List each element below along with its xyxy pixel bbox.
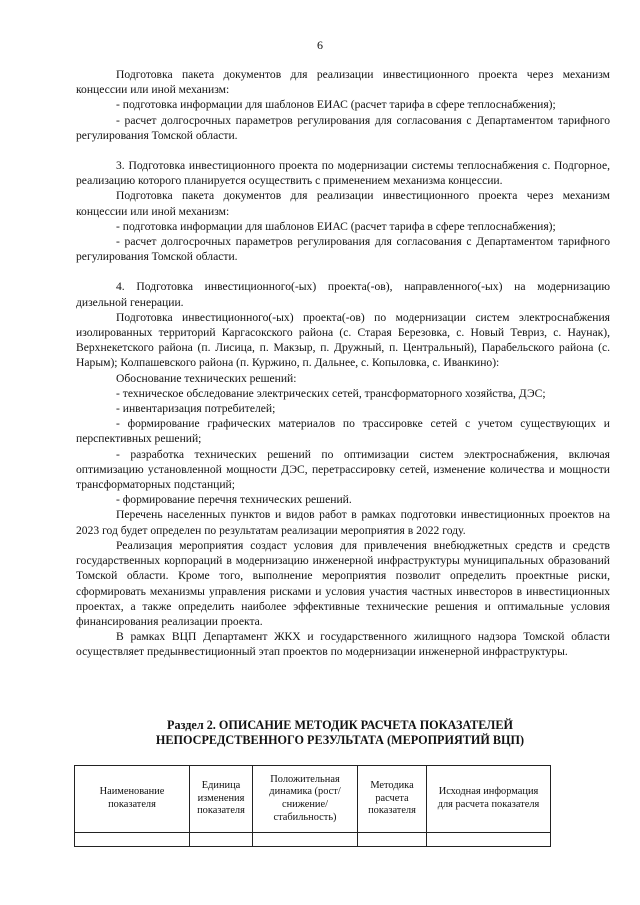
paragraph: - подготовка информации для шаблонов ЕИАС (расчет тарифа в сфере теплоснабжения); xyxy=(116,98,556,112)
paragraph: Подготовка пакета документов для реализации инвестиционного проекта через механизм концессии или иной механизм: xyxy=(76,189,610,218)
paragraph: Перечень населенных пунктов и видов работ в рамках подготовки инвестиционных проектов на 2023 год будет определен по результатам реализации мероприятия в 2022 году. xyxy=(76,508,610,537)
paragraph: Реализация мероприятия создаст условия для привлечения внебюджетных средств и средств государственных корпораций в модернизацию инженерной инфраструктуры муниципальных образований Томской области. Кроме того, выполнение мероприятия позволит определить проектные риски, сформировать механизмы управления рисками и условия участия частных инвесторов в инвестиционных проектах, а также определить наиболее эффективные технические решения и оптимальные условия финансирования реализации проекта. xyxy=(76,538,610,628)
paragraph: 3. Подготовка инвестиционного проекта по модернизации системы теплоснабжения с. Подгорное, реализацию которого планируется осуществить с применением механизма концессии. xyxy=(76,159,610,188)
paragraph: 4. Подготовка инвестиционного(-ых) проекта(-ов), направленного(-ых) на модернизацию дизельной генерации. xyxy=(76,280,610,309)
paragraph: Подготовка инвестиционного(-ых) проекта(-ов) по модернизации систем электроснабжения изолированных территорий Каргасокского района (с. Старая Березовка, с. Новый Тевриз, с. Наунак), Верхнекетского района (п. Лисица, п. Макзыр, п. Дружный, п. Центральный), Парабельского района (с. Нарым); Колпашевского района (п. Куржино, п. Дальнее, с. Копыловка, с. Иванкино): xyxy=(76,310,610,370)
table-cell xyxy=(427,833,551,847)
paragraph: Подготовка пакета документов для реализации инвестиционного проекта через механизм концессии или иной механизм: xyxy=(76,68,610,97)
paragraph: - формирование графических материалов по трассировке сетей с учетом существующих и перспективных решений; xyxy=(76,417,610,446)
table-cell xyxy=(358,833,427,847)
header-dynamics: Положительная динамика (рост/снижение/стабильность) xyxy=(253,766,358,833)
page-number: 6 xyxy=(317,38,323,52)
paragraph-gap xyxy=(76,143,610,158)
header-source-info: Исходная информация для расчета показателя xyxy=(427,766,551,833)
table-header-row xyxy=(75,766,551,833)
table-cell xyxy=(190,833,253,847)
header-unit: Единица изменения показателя xyxy=(190,766,253,833)
paragraph: - формирование перечня технических решений. xyxy=(116,493,352,507)
table-cell xyxy=(253,833,358,847)
paragraph: - расчет долгосрочных параметров регулирования для согласования с Департаментом тарифного регулирования Томской области. xyxy=(76,235,610,264)
section-heading-line-1: Раздел 2. ОПИСАНИЕ МЕТОДИК РАСЧЕТА ПОКАЗАТЕЛЕЙ xyxy=(167,718,513,732)
paragraph: - техническое обследование электрических сетей, трансформаторного хозяйства, ДЭС; xyxy=(116,386,546,400)
section-heading-line-2: НЕПОСРЕДСТВЕННОГО РЕЗУЛЬТАТА (МЕРОПРИЯТИЙ ВЦП) xyxy=(155,733,525,747)
table-cell xyxy=(75,833,190,847)
paragraph: - инвентаризация потребителей; xyxy=(116,402,276,416)
paragraph: В рамках ВЦП Департамент ЖКХ и государственного жилищного надзора Томской области осуществляет предынвестиционный этап проектов по модернизации инженерной инфраструктуры. xyxy=(76,630,610,659)
paragraph-gap xyxy=(76,264,610,279)
paragraph: - разработка технических решений по оптимизации систем электроснабжения, включая оптимизацию установленной мощности ДЭС, перетрассировку сетей, изменение количества и мощности трансформаторных подстанций; xyxy=(76,447,610,492)
header-indicator-name: Наименование показателя xyxy=(75,766,190,833)
body-text xyxy=(76,67,610,660)
header-method: Методика расчета показателя xyxy=(358,766,427,833)
section-heading xyxy=(100,718,580,748)
table-row xyxy=(75,833,551,847)
indicators-table xyxy=(74,765,551,847)
paragraph: - подготовка информации для шаблонов ЕИАС (расчет тарифа в сфере теплоснабжения); xyxy=(116,219,556,233)
paragraph: - расчет долгосрочных параметров регулирования для согласования с Департаментом тарифного регулирования Томской области. xyxy=(76,113,610,142)
paragraph: Обоснование технических решений: xyxy=(116,371,297,385)
